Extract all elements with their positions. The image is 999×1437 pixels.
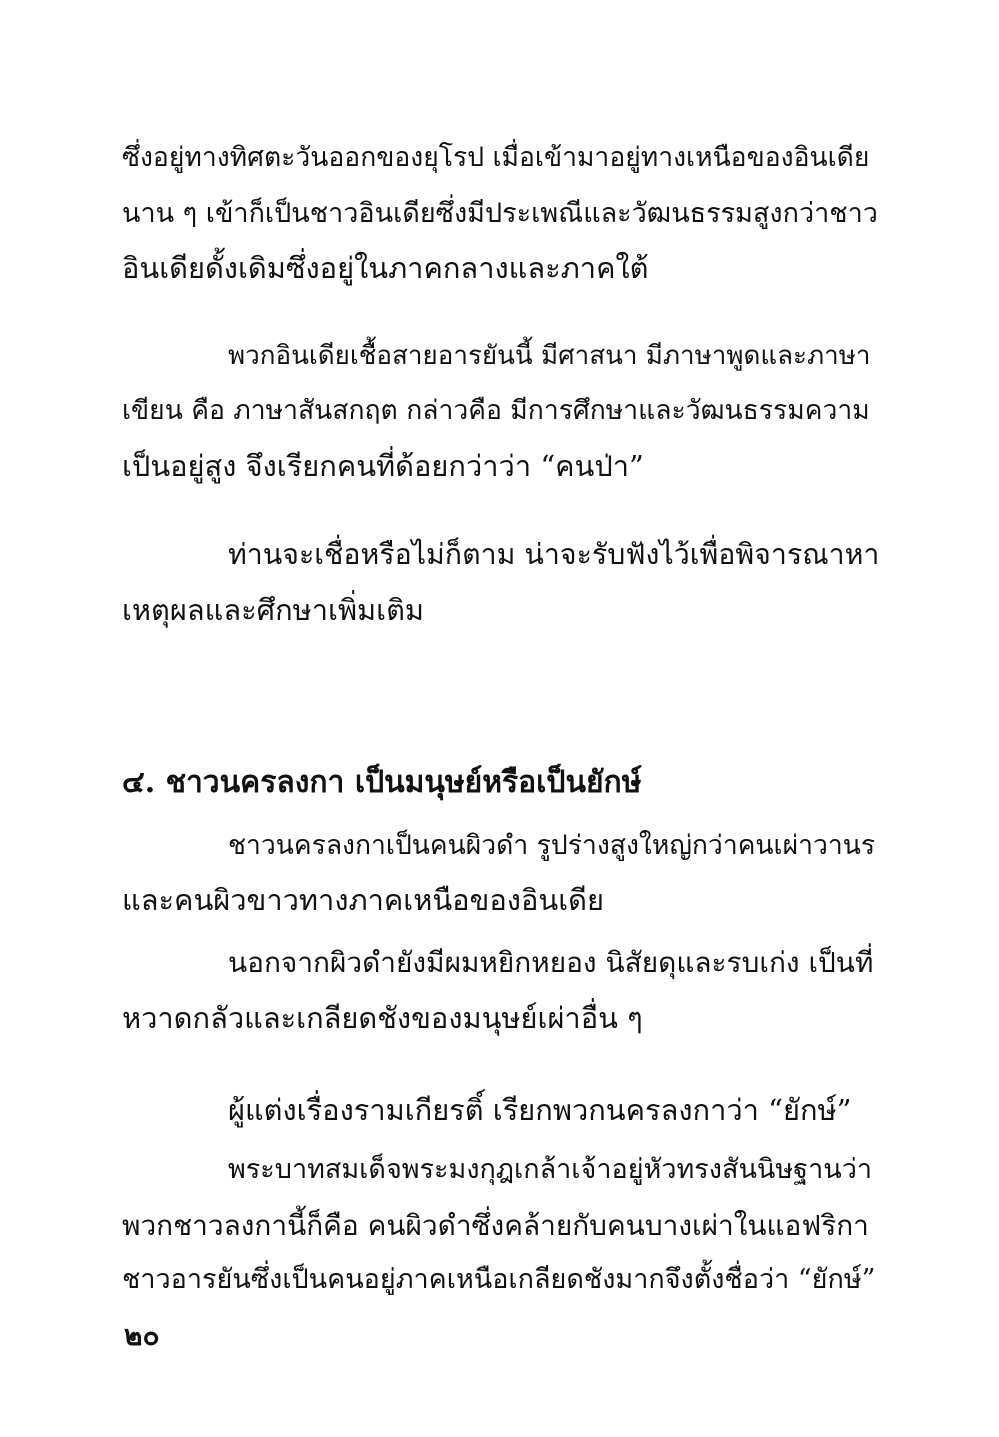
section-heading: ๔. ชาวนครลงกา เป็นมนุษย์หรือเป็นยักษ์ <box>122 765 642 800</box>
paragraph-3-line-2: เหตุผลและศึกษาเพิ่มเติม <box>122 593 425 627</box>
paragraph-2-line-2: เขียน คือ ภาษาสันสกฤต กล่าวคือ มีการศึกษาและวัฒนธรรมความ <box>122 395 870 426</box>
section-paragraph-4-line-2: พวกชาวลงกานี้ก็คือ คนผิวดำซึ่งคล้ายกับคนบางเผ่าในแอฟริกา <box>122 1209 869 1242</box>
paragraph-3-line-1: ท่านจะเชื่อหรือไม่ก็ตาม น่าจะรับฟังไว้เพื่อพิจารณาหา <box>228 538 880 571</box>
paragraph-1-line-3: อินเดียดั้งเดิมซึ่งอยู่ในภาคกลางและภาคใต้ <box>122 251 649 285</box>
paragraph-1-line-1: ซึ่งอยู่ทางทิศตะวันออกของยุโรป เมื่อเข้ามาอยู่ทางเหนือของอินเดีย <box>122 142 870 173</box>
section-paragraph-1-line-1: ชาวนครลงกาเป็นคนผิวดำ รูปร่างสูงใหญ่กว่าคนเผ่าวานร <box>228 830 876 861</box>
section-paragraph-1-line-2: และคนผิวขาวทางภาคเหนือของอินเดีย <box>122 883 604 917</box>
paragraph-2-line-1: พวกอินเดียเชื้อสายอารยันนี้ มีศาสนา มีภาษาพูดและภาษา <box>228 341 871 371</box>
section-paragraph-2-line-1: นอกจากผิวดำยังมีผมหยิกหยอง นิสัยดุและรบเก่ง เป็นที่ <box>228 946 874 979</box>
section-paragraph-3-line-1: ผู้แต่งเรื่องรามเกียรติ์ เรียกพวกนครลงกาว่า “ยักษ์” <box>228 1093 852 1127</box>
paragraph-2-line-3: เป็นอยู่สูง จึงเรียกคนที่ด้อยกว่าว่า “คนป่า” <box>122 449 644 483</box>
paragraph-1-line-2: นาน ๆ เข้าก็เป็นชาวอินเดียซึ่งมีประเพณีและวัฒนธรรมสูงกว่าชาว <box>122 198 878 229</box>
section-paragraph-4-line-1: พระบาทสมเด็จพระมงกุฎเกล้าเจ้าอยู่หัวทรงสันนิษฐานว่า <box>228 1154 873 1185</box>
section-paragraph-4-line-3: ชาวอารยันซึ่งเป็นคนอยู่ภาคเหนือเกลียดชังมากจึงตั้งชื่อว่า “ยักษ์” <box>122 1264 876 1295</box>
page-number: ๒๐ <box>124 1319 160 1352</box>
section-paragraph-2-line-2: หวาดกลัวและเกลียดชังของมนุษย์เผ่าอื่น ๆ <box>122 1001 643 1035</box>
